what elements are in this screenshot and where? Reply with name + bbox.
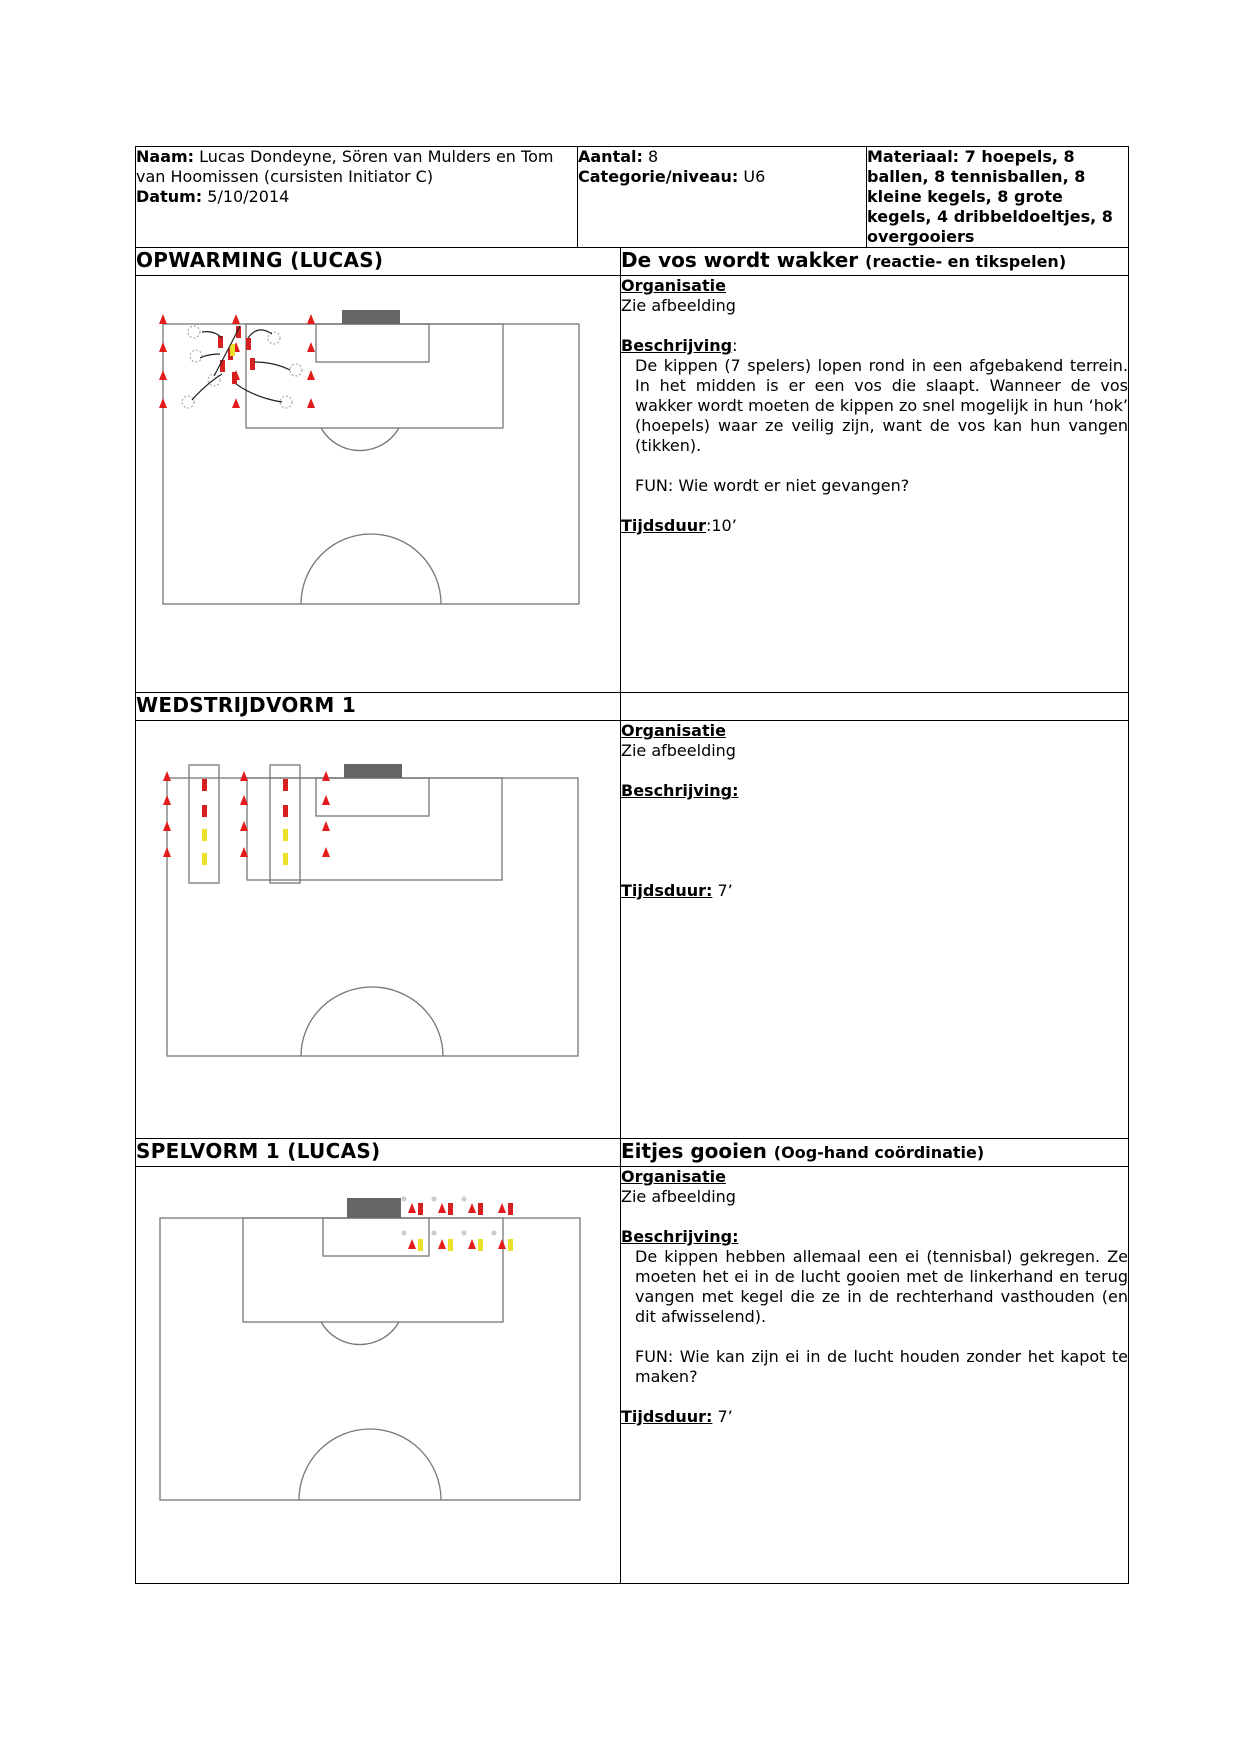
section-3-org-text: Zie afbeelding: [621, 1187, 736, 1206]
players: [418, 1203, 513, 1251]
section-2-diagram-cell: [136, 721, 621, 1139]
section-1-org-label: Organisatie: [621, 276, 726, 295]
header-row: [136, 147, 1129, 248]
section-3-name: Eitjes gooien: [621, 1139, 767, 1163]
section-3-time-label: Tijdsduur:: [621, 1407, 713, 1426]
materiaal-cell: [867, 147, 1129, 248]
aantal-value: 8: [648, 147, 659, 166]
section-2-text: [621, 721, 1129, 1139]
categorie-value: U6: [743, 167, 766, 186]
section-3-title: SPELVORM 1 (LUCAS): [136, 1139, 621, 1167]
penalty-arc: [321, 428, 399, 451]
section-2-desc-label: Beschrijving:: [621, 781, 739, 800]
section-1-time-label: Tijdsduur: [621, 516, 706, 535]
section-3-title-row: [136, 1139, 1129, 1167]
section-2-body: [136, 721, 1129, 1139]
section-3-body: [136, 1167, 1129, 1584]
pitch-diagram-1: [136, 276, 620, 690]
section-3-desc-label: Beschrijving:: [621, 1227, 739, 1246]
section-1-time-value: :10’: [705, 516, 737, 535]
training-table: [135, 146, 1129, 1584]
datum-value: 5/10/2014: [207, 187, 290, 206]
naam-cell: [136, 147, 578, 248]
section-1-desc-text: De kippen (7 spelers) lopen rond in een afgebakend terrein. In het midden is er een vos die slaapt. Wanneer de vos wakker wordt moeten de kippen zo snel mogelijk in hun ‘hok’ (hoepels) waar ze veilig zijn, want de vos kan hun vangen (tikken).: [635, 356, 1128, 455]
section-3-time-value: 7’: [712, 1407, 733, 1426]
section-2-org-text: Zie afbeelding: [621, 741, 736, 760]
tennis-balls: [402, 1197, 497, 1236]
naam-value: Lucas Dondeyne, Sören van Mulders en Tom van Hoomissen (cursisten Initiator C): [136, 147, 554, 186]
datum-label: Datum:: [136, 187, 203, 206]
section-1-diagram-cell: [136, 276, 621, 693]
aantal-label: Aantal:: [578, 147, 643, 166]
section-3-org-label: Organisatie: [621, 1167, 726, 1186]
materiaal-value: 7 hoepels, 8 ballen, 8 tennisballen, 8 kleine kegels, 8 grote kegels, 4 dribbeldoeltjes, 8 overgooiers: [867, 147, 1113, 246]
section-2-name-cell: [621, 693, 1129, 721]
section-1-title-row: [136, 248, 1129, 276]
section-1-title: OPWARMING (LUCAS): [136, 248, 621, 276]
goal: [342, 310, 400, 324]
aantal-cell: [578, 147, 867, 248]
section-1-fun-text: FUN: Wie wordt er niet gevangen?: [635, 476, 910, 495]
goal-area: [316, 324, 429, 362]
section-1-sub: (reactie- en tikspelen): [865, 252, 1067, 271]
section-1-desc-colon: :: [732, 336, 738, 355]
section-3-fun-text: FUN: Wie kan zijn ei in de lucht houden zonder het kapot te maken?: [635, 1347, 1128, 1386]
player-fox: [230, 344, 235, 356]
section-1-body: [136, 276, 1129, 693]
section-2-title-row: [136, 693, 1129, 721]
section-3-diagram-cell: [136, 1167, 621, 1584]
materiaal-label: Materiaal:: [867, 147, 960, 166]
players-red: [218, 326, 255, 384]
section-2-time-label: Tijdsduur:: [621, 881, 713, 900]
section-1-text: [621, 276, 1129, 693]
penalty-area: [246, 324, 503, 428]
section-1-org-text: Zie afbeelding: [621, 296, 736, 315]
section-2-time-value: 7’: [712, 881, 733, 900]
section-3-desc-text: De kippen hebben allemaal een ei (tennisbal) gekregen. Ze moeten het ei in de lucht gooien met de linkerhand en terug vangen met kegel die ze in de rechterhand vasthouden (en dit afwisselend).: [635, 1247, 1128, 1326]
section-2-title: WEDSTRIJDVORM 1: [136, 693, 621, 721]
pitch-diagram-3: [136, 1167, 620, 1581]
section-1-name-cell: [621, 248, 1129, 276]
training-sheet: [135, 146, 1128, 1584]
section-1-desc-label: Beschrijving: [621, 336, 733, 355]
categorie-label: Categorie/niveau:: [578, 167, 739, 186]
section-1-name: De vos wordt wakker: [621, 248, 859, 272]
section-3-name-cell: [621, 1139, 1129, 1167]
section-3-sub: (Oog-hand coördinatie): [773, 1143, 985, 1162]
section-2-org-label: Organisatie: [621, 721, 726, 740]
naam-label: Naam:: [136, 147, 195, 166]
pitch-outline: [163, 324, 579, 604]
pitch-diagram-2: [136, 721, 620, 1135]
center-arc: [301, 534, 441, 604]
section-3-text: [621, 1167, 1129, 1584]
